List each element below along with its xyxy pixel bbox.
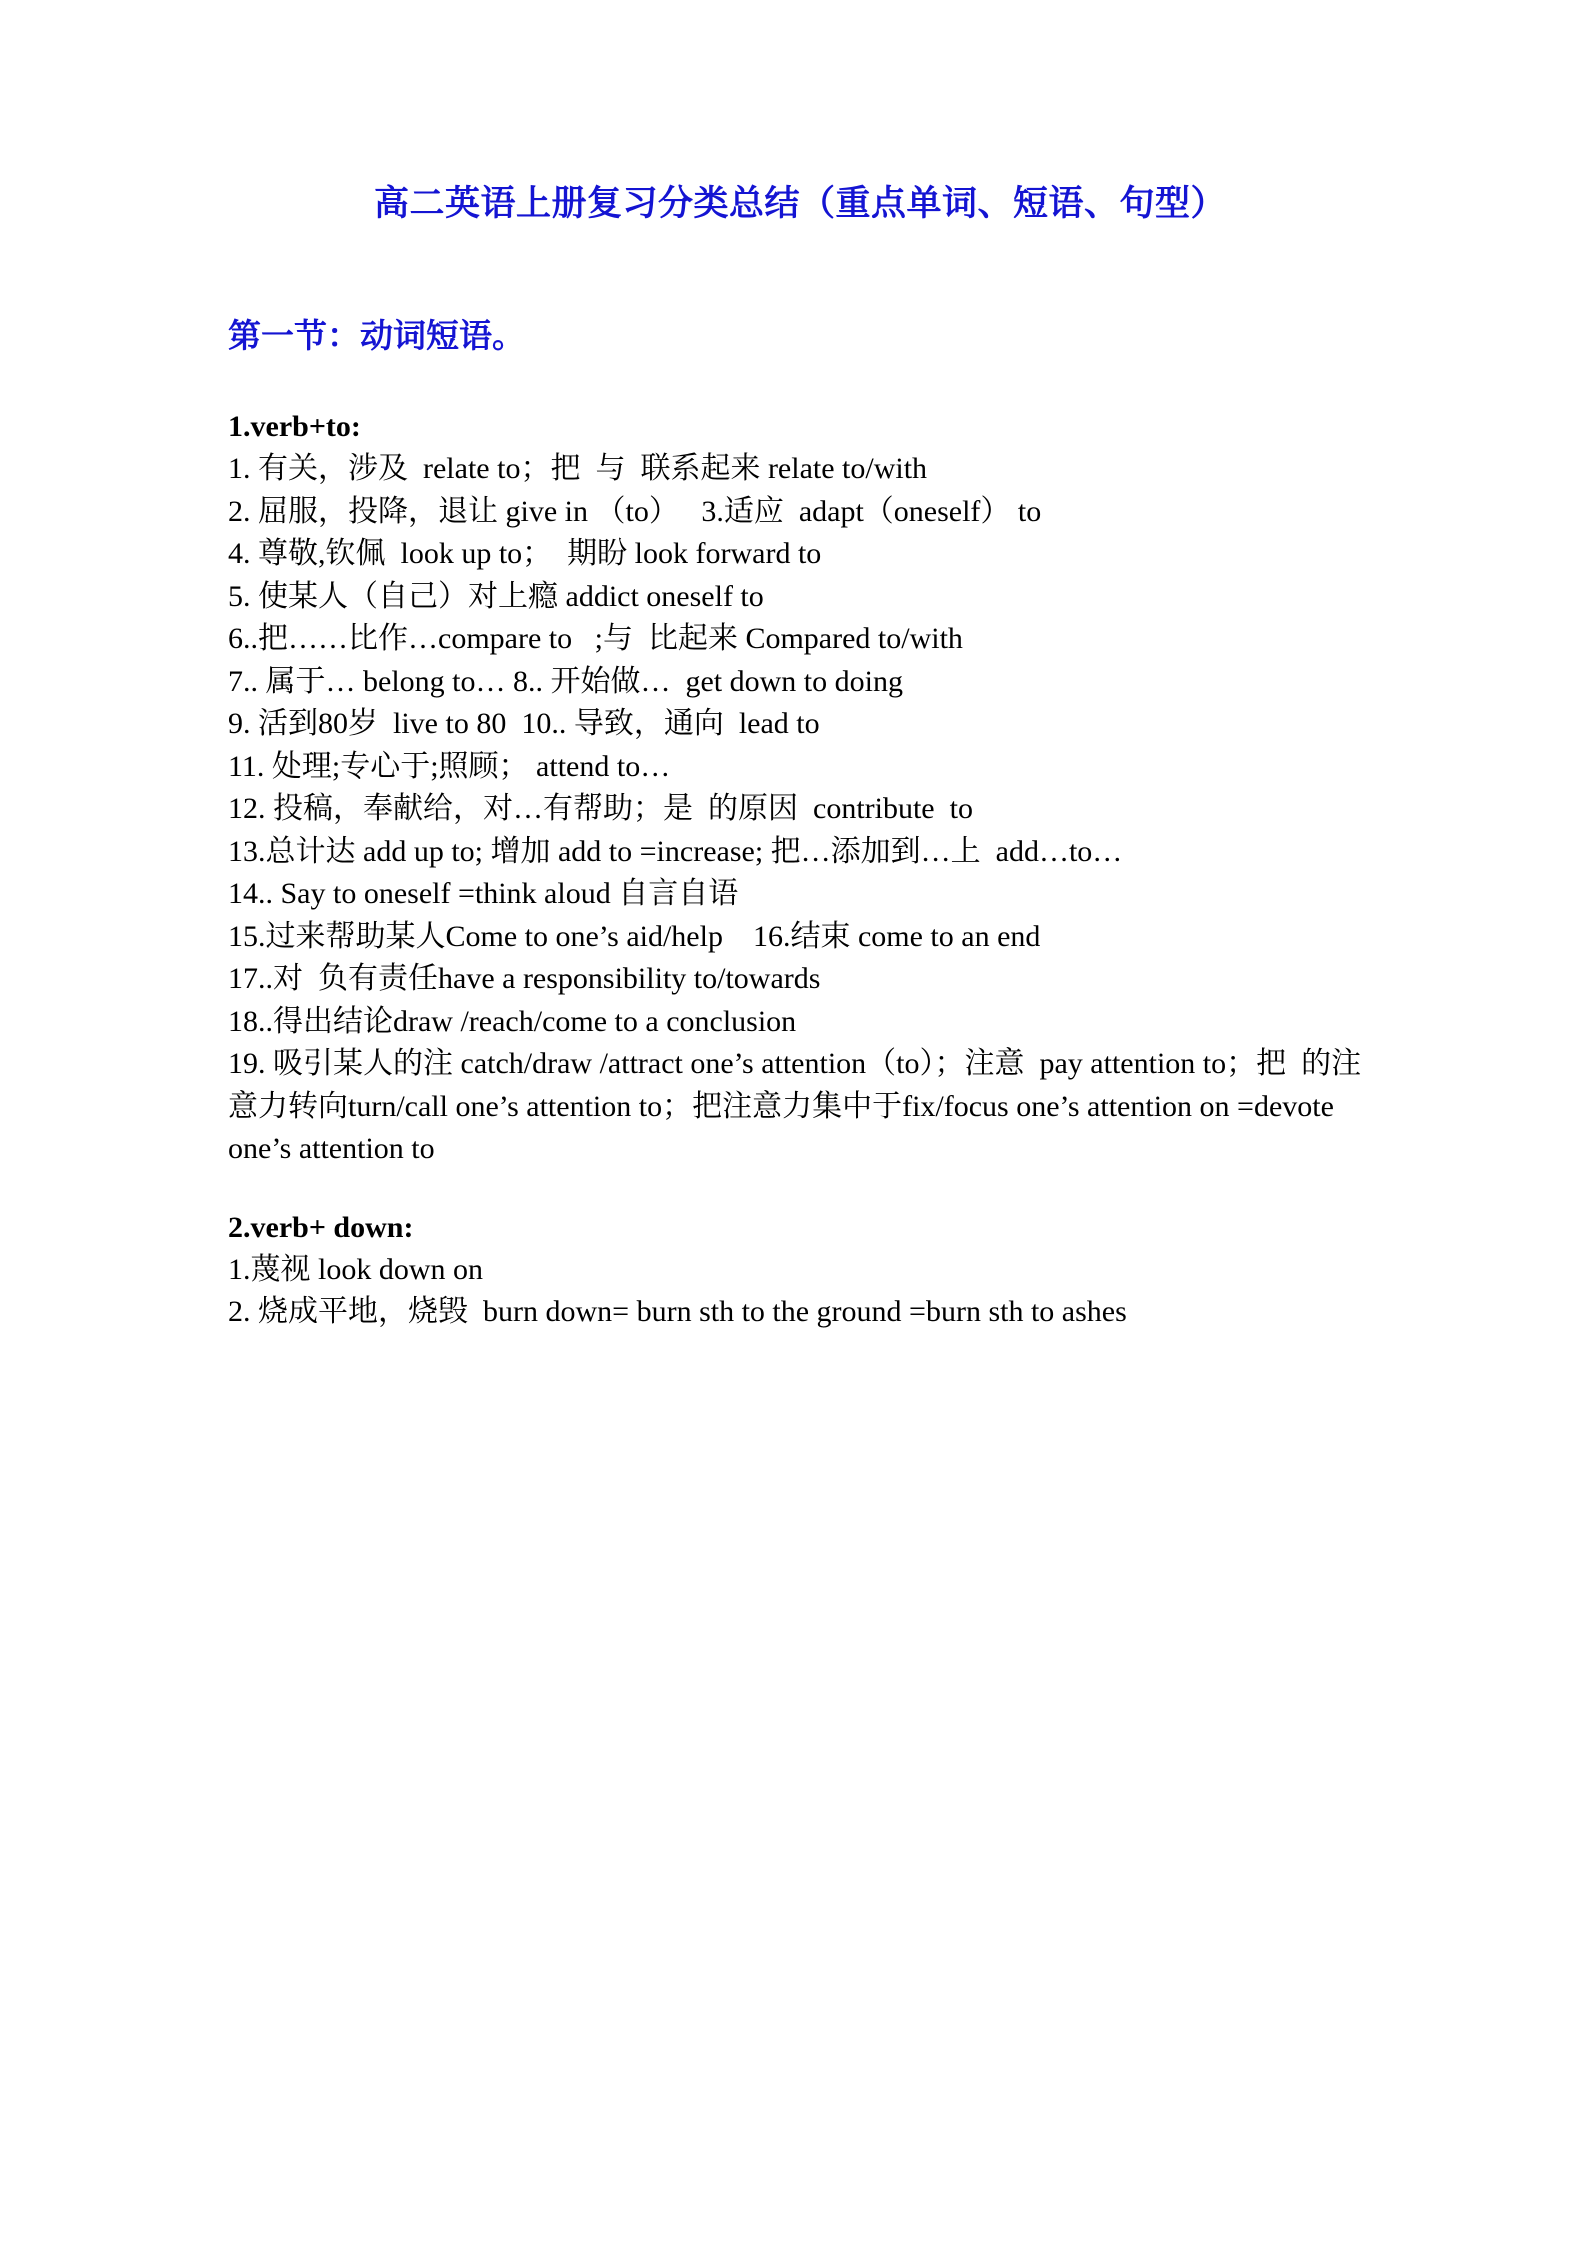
verb-down-list [228, 1249, 1372, 1334]
list-item: 18..得出结论draw /reach/come to a conclusion [228, 1004, 797, 1038]
block-spacer [228, 1171, 1372, 1207]
list-item: 14.. Say to oneself =think aloud 自言自语 [228, 877, 739, 910]
page-title: 高二英语上册复习分类总结（重点单词、短语、句型） [373, 184, 1226, 223]
verb-to-list [228, 448, 1372, 1171]
list-item: 19. 吸引某人的注 catch/draw /attract one’s attention（to）；注意 pay attention to；把 的注意力转向turn/call one’s attention to；把注意力集中于fix/focus one’s attention on =devote one’s attention to [228, 1047, 1362, 1165]
section-heading-verb-phrases: 第一节：动词短语。 [228, 319, 525, 355]
subsection-heading-verb-to: 1.verb+to: [228, 410, 361, 443]
list-item: 11. 处理;专心于;照顾； attend to… [228, 749, 671, 783]
list-item: 9. 活到80岁 live to 80 10.. 导致，通向 lead to [228, 707, 820, 740]
list-item: 15.过来帮助某人Come to one’s aid/help 16.结束 come to an end [228, 919, 1041, 953]
list-item: 7.. 属于… belong to… 8.. 开始做… get down to doing [228, 664, 903, 698]
list-item: 1.蔑视 look down on [228, 1252, 483, 1286]
list-item: 17..对 负有责任have a responsibility to/towards [228, 962, 821, 995]
list-item: 1. 有关，涉及 relate to；把 与 联系起来 relate to/with [228, 452, 928, 485]
list-item: 12. 投稿，奉献给，对…有帮助；是 的原因 contribute to [228, 792, 973, 825]
list-item: 4. 尊敬,钦佩 look up to； 期盼 look forward to [228, 537, 822, 570]
list-item: 13.总计达 add up to; 增加 add to =increase; 把…添加到…上 add…to… [228, 834, 1123, 868]
list-item: 2. 屈服，投降，退让 give in （to） 3.适应 adapt（oneself） to [228, 494, 1042, 528]
list-item: 2. 烧成平地，烧毁 burn down= burn sth to the ground =burn sth to ashes [228, 1295, 1127, 1328]
subsection-heading-verb-down: 2.verb+ down: [228, 1210, 414, 1244]
list-item: 6..把……比作…compare to ;与 比起来 Compared to/with [228, 622, 963, 655]
list-item: 5. 使某人（自己）对上瘾 addict oneself to [228, 579, 764, 613]
